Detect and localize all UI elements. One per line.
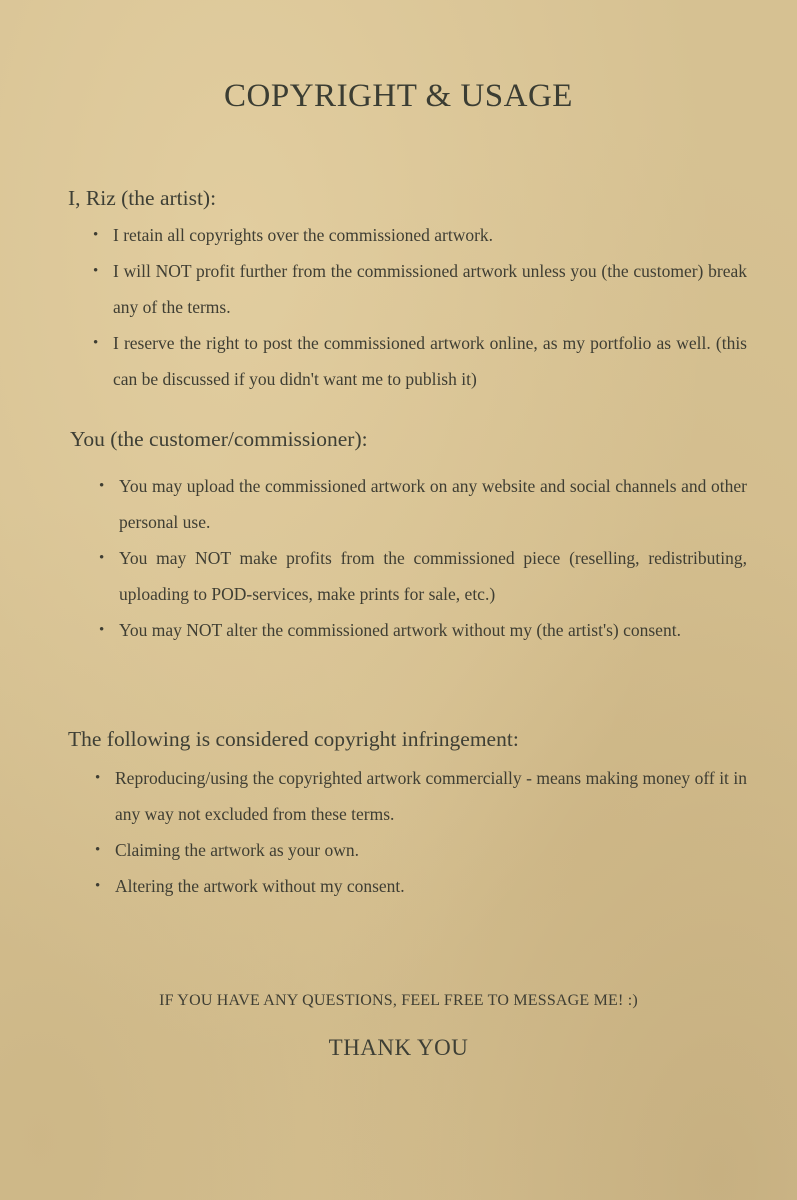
list-item: [93, 253, 747, 325]
bullet-icon: •: [93, 263, 99, 279]
list-item: [93, 325, 747, 397]
list-item-text: You may NOT alter the commissioned artwork without my (the artist's) consent.: [119, 620, 681, 640]
bullet-icon: •: [93, 335, 99, 351]
bullet-icon: •: [95, 842, 101, 858]
list-item-text: You may upload the commissioned artwork on any website and social channels and other personal use.: [119, 476, 747, 532]
page-title: COPYRIGHT & USAGE: [224, 78, 573, 114]
infringement-list: [95, 760, 747, 904]
list-item-text: I reserve the right to post the commissioned artwork online, as my portfolio as well. (this can be discussed if you didn't want me to publish it): [113, 333, 747, 389]
artist-terms-section: [0, 186, 797, 397]
list-item: [99, 540, 747, 612]
customer-terms-list: [99, 468, 747, 648]
list-item: [95, 832, 747, 868]
list-item: [95, 760, 747, 832]
list-item-text: Altering the artwork without my consent.: [115, 876, 405, 896]
thank-you-text: THANK YOU: [328, 1035, 469, 1060]
list-item-text: I will NOT profit further from the commissioned artwork unless you (the customer) break any of the terms.: [113, 261, 747, 317]
bullet-icon: •: [99, 478, 105, 494]
list-item-text: I retain all copyrights over the commissioned artwork.: [113, 225, 494, 245]
contact-note: IF YOU HAVE ANY QUESTIONS, FEEL FREE TO MESSAGE ME! :): [159, 992, 638, 1009]
infringement-heading: The following is considered copyright infringement:: [68, 727, 519, 751]
artist-terms-heading: I, Riz (the artist):: [68, 186, 217, 210]
list-item: [99, 612, 747, 648]
customer-terms-section: [0, 427, 797, 648]
bullet-icon: •: [95, 770, 101, 786]
list-item-text: Reproducing/using the copyrighted artwork commercially - means making money off it in any way not excluded from these terms.: [115, 768, 747, 824]
customer-terms-heading: You (the customer/commissioner):: [70, 427, 368, 451]
list-item-text: Claiming the artwork as your own.: [115, 840, 359, 860]
bullet-icon: •: [99, 622, 105, 638]
list-item: [93, 217, 747, 253]
bullet-icon: •: [95, 878, 101, 894]
list-item: [95, 868, 747, 904]
artist-terms-list: [93, 217, 747, 397]
bullet-icon: •: [99, 550, 105, 566]
bullet-icon: •: [93, 227, 99, 243]
list-item: [99, 468, 747, 540]
list-item-text: You may NOT make profits from the commissioned piece (reselling, redistributing, uploading to POD-services, make prints for sale, etc.): [119, 548, 747, 604]
infringement-section: [0, 727, 797, 904]
